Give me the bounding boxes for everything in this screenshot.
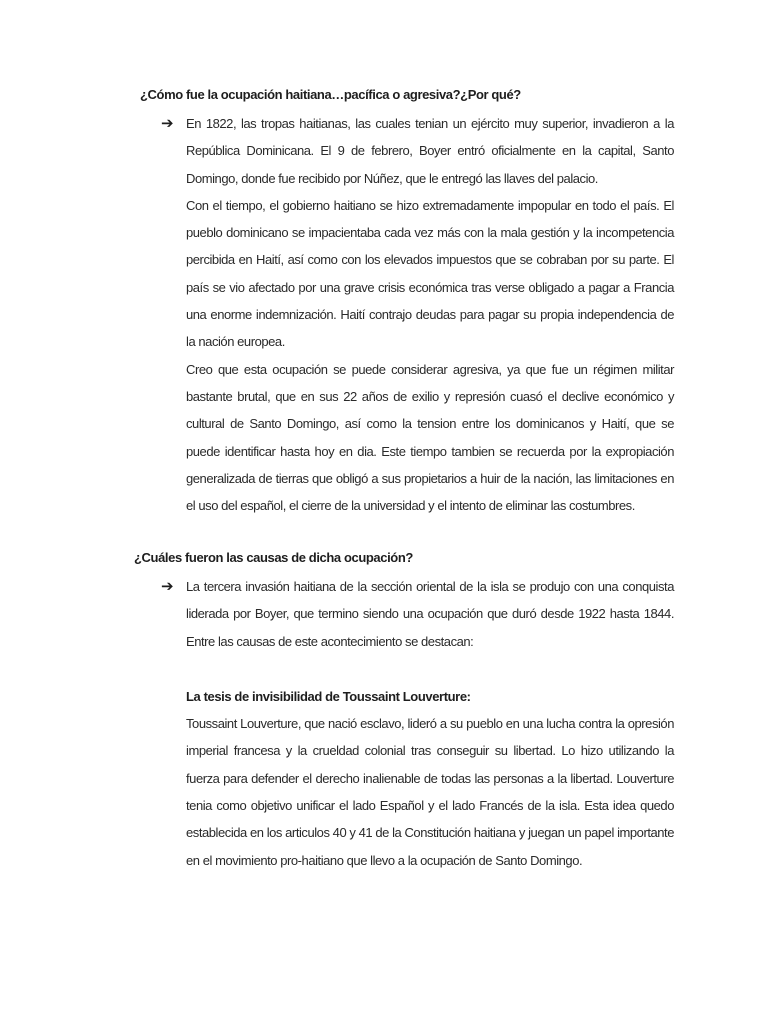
arrow-bullet-icon: ➔ <box>161 577 174 595</box>
paragraph: Toussaint Louverture, que nació esclavo, lideró a su pueblo en una lucha contra la opresión imperial francesa y la crueldad colonial tras conseguir su libertad. Lo hizo utilizando la fuerza para defender el derecho inalienable de todas las personas a la libertad. Louverture tenia como objetivo unificar el lado Español y el lado Francés de la isla. Esta idea quedo establecida en los articulos 40 y 41 de la Constitución haitiana y juegan un papel importante en el movimiento pro-haitiano que llevo a la ocupación de Santo Domingo. <box>186 716 674 868</box>
paragraph: Creo que esta ocupación se puede considerar agresiva, ya que fue un régimen militar bastante brutal, que en sus 22 años de exilio y represión cuasó el declive económico y cultural de Santo Domingo, así como la tension entre los dominicanos y Haití, que se puede identificar hasta hoy en dia. Este tiempo tambien se recuerda por la expropiación generalizada de tierras que obligó a sus propietarios a huir de la nación, las limitaciones en el uso del español, el cierre de la universidad y el intento de eliminar las costumbres. <box>186 361 674 514</box>
arrow-bullet-icon: ➔ <box>161 114 174 132</box>
paragraph: En 1822, las tropas haitianas, las cuales tenian un ejército muy superior, invadieron a la República Dominicana. El 9 de febrero, Boyer entró oficialmente en la capital, Santo Domingo, donde fue recibido por Núñez, que le entregó las llaves del palacio. <box>186 116 674 186</box>
answer-block-1 <box>161 110 674 519</box>
question-heading-2: ¿Cuáles fueron las causas de dicha ocupación? <box>134 550 413 565</box>
subheading: La tesis de invisibilidad de Toussaint Louverture: <box>186 688 471 704</box>
paragraph: Con el tiempo, el gobierno haitiano se hizo extremadamente impopular en todo el país. El pueblo dominicano se impacientaba cada vez más con la mala gestión y la incompetencia percibida en Haití, así como con los elevados impuestos que se cobraban por su parte. El país se vio afectado por una grave crisis económica tras verse obligado a pagar a Francia una enorme indemnización. Haití contrajo deudas para pagar su propia independencia de la nación europea. <box>186 197 674 350</box>
paragraph: La tercera invasión haitiana de la sección oriental de la isla se produjo con una conquista liderada por Boyer, que termino siendo una ocupación que duró desde 1922 hasta 1844. Entre las causas de este acontecimiento se destacan: <box>186 579 674 649</box>
question-heading-1: ¿Cómo fue la ocupación haitiana…pacífica o agresiva?¿Por qué? <box>140 87 521 102</box>
answer-block-2 <box>161 573 674 874</box>
